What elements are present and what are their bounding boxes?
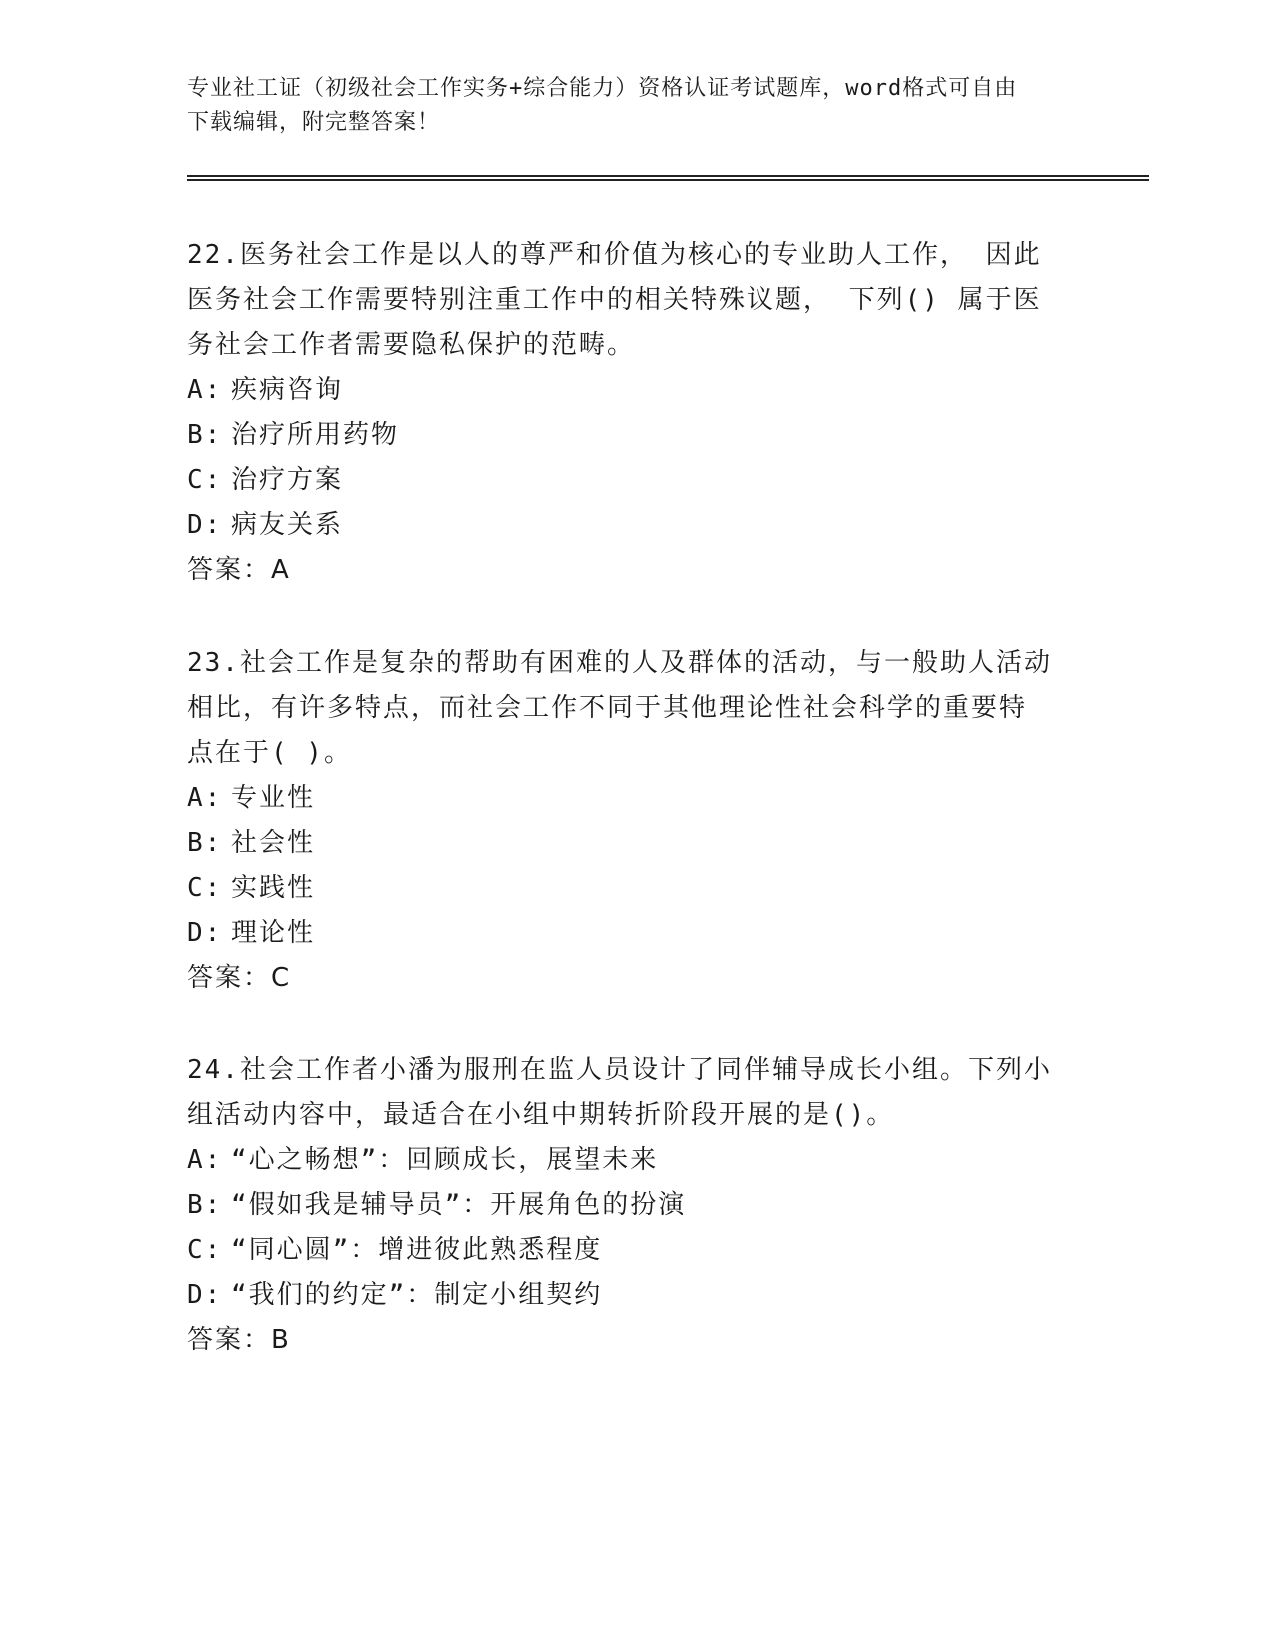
option-text: 治疗所用药物: [231, 420, 400, 450]
question-23: [187, 641, 1067, 1001]
option-letter: B:: [187, 1190, 223, 1220]
option-letter: C:: [187, 465, 223, 495]
option-b: [187, 1183, 1067, 1228]
header-divider: [187, 175, 1149, 181]
option-text: “同心圆”：增进彼此熟悉程度: [231, 1235, 603, 1265]
question-line: 医务社会工作需要特别注重工作中的相关特殊议题， 下列() 属于医: [187, 285, 1042, 315]
document-header: [187, 72, 1087, 140]
question-line: 点在于( )。: [187, 738, 352, 768]
option-text: 专业性: [231, 783, 316, 813]
option-d: [187, 503, 1067, 548]
option-letter: A:: [187, 1145, 223, 1175]
option-text: 病友关系: [231, 510, 344, 540]
option-d: [187, 1273, 1067, 1318]
question-line: 22.医务社会工作是以人的尊严和价值为核心的专业助人工作， 因此: [187, 240, 1042, 270]
option-b: [187, 821, 1067, 866]
option-letter: B:: [187, 828, 223, 858]
question-line: 24.社会工作者小潘为服刑在监人员设计了同伴辅导成长小组。下列小: [187, 1055, 1052, 1085]
option-a: [187, 776, 1067, 821]
option-a: [187, 368, 1067, 413]
option-a: [187, 1138, 1067, 1183]
option-text: 理论性: [231, 918, 316, 948]
option-c: [187, 458, 1067, 503]
option-text: 实践性: [231, 873, 316, 903]
header-line-2: 下载编辑，附完整答案！: [187, 110, 441, 135]
option-letter: A:: [187, 783, 223, 813]
option-letter: C:: [187, 873, 223, 903]
option-text: “心之畅想”：回顾成长，展望未来: [231, 1145, 659, 1175]
option-c: [187, 1228, 1067, 1273]
answer-line: 答案：A: [187, 555, 291, 585]
option-text: “假如我是辅导员”：开展角色的扮演: [231, 1190, 687, 1220]
option-letter: D:: [187, 1280, 223, 1310]
option-d: [187, 911, 1067, 956]
option-b: [187, 413, 1067, 458]
answer-line: 答案：B: [187, 1325, 291, 1355]
option-letter: D:: [187, 510, 223, 540]
question-line: 组活动内容中，最适合在小组中期转折阶段开展的是()。: [187, 1100, 895, 1130]
option-text: “我们的约定”：制定小组契约: [231, 1280, 603, 1310]
option-letter: C:: [187, 1235, 223, 1265]
header-line-1: 专业社工证（初级社会工作实务+综合能力）资格认证考试题库，word格式可自由: [187, 76, 1018, 101]
option-text: 社会性: [231, 828, 316, 858]
question-line: 务社会工作者需要隐私保护的范畴。: [187, 330, 636, 360]
option-letter: D:: [187, 918, 223, 948]
option-letter: B:: [187, 420, 223, 450]
answer-line: 答案：C: [187, 963, 292, 993]
question-line: 23.社会工作是复杂的帮助有困难的人及群体的活动，与一般助人活动: [187, 648, 1052, 678]
question-line: 相比，有许多特点，而社会工作不同于其他理论性社会科学的重要特: [187, 693, 1028, 723]
option-c: [187, 866, 1067, 911]
question-22: [187, 233, 1067, 593]
option-text: 治疗方案: [231, 465, 344, 495]
option-letter: A:: [187, 375, 223, 405]
option-text: 疾病咨询: [231, 375, 344, 405]
question-24: [187, 1048, 1067, 1363]
